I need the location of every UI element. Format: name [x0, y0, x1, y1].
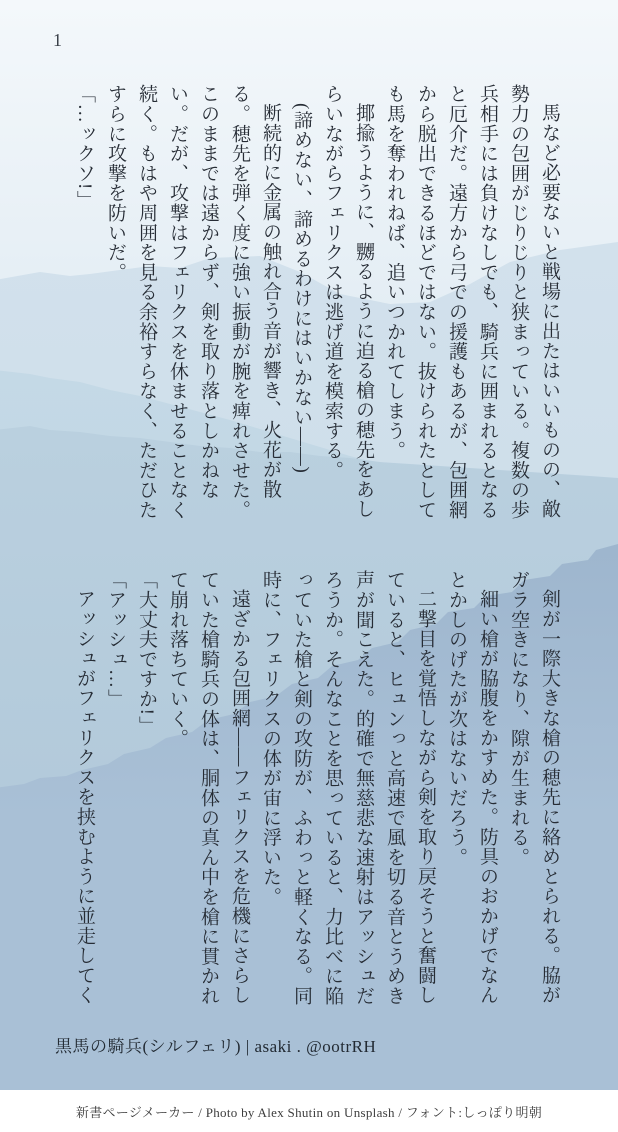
paragraph: 断続的に金属の触れ合う音が響き、火花が散る。穂先を弾く度に強い振動が腕を痺れさせた。このままでは遠からず、剣を取り落としかねない。だが、攻撃はフェリクスを休ませることなく続く。もはや周囲を見る余裕すらなく、ただひたすらに攻撃を防いだ。 [105, 84, 281, 520]
paragraph: 二撃目を覚悟しながら剣を取り戻そうと奮闘していると、ヒュンっと高速で風を切る音とうめき声が聞こえた。的確で無慈悲な速射はアッシュだろうか。そんなことを思っていると、力比べに陥っていた槍と剣の攻防が、ふわっと軽くなる。同時に、フェリクスの体が宙に浮いた。 [260, 570, 436, 1006]
text-block-upper [69, 84, 565, 520]
text-block-lower [69, 570, 565, 1006]
paragraph: アッシュがフェリクスを挟むように並走してく [74, 589, 95, 1005]
paragraph: 「大丈夫ですか!」 [136, 570, 157, 736]
paragraph: 馬など必要ないと戦場に出たはいいものの、敵勢力の包囲がじりじりと狭まっている。複数の歩兵相手には負けなしでも、騎兵に囲まれるとなると厄介だ。遠方から弓での援護もあるが、包囲網から脱出できるほどではない。抜けられたとしても馬を奪われねば、追いつかれてしまう。 [384, 84, 560, 520]
paragraph: 揶揄うように、嬲るように迫る槍の穂先をあしらいながらフェリクスは逃げ道を模索する。 [322, 84, 374, 519]
paragraph: 剣が一際大きな槍の穂先に絡めとられる。脇がガラ空きになり、隙が生まれる。 [508, 570, 560, 1005]
paragraph: 遠ざかる包囲網——フェリクスを危機にさらしていた槍騎兵の体は、胴体の真ん中を槍に貫かれて崩れ落ちていく。 [167, 570, 250, 1006]
paragraph: (諦めない、諦めるわけにはいかない——) [291, 103, 312, 474]
footer-credit: 新書ページメーカー / Photo by Alex Shutin on Unsplash / フォント:しっぽり明朝 [0, 1090, 618, 1132]
caption: 黒馬の騎兵(シルフェリ) | asaki . @ootrRH [55, 1037, 377, 1056]
paragraph: 「…ックソ!」 [74, 84, 95, 210]
paragraph: 細い槍が脇腹をかすめた。防具のおかげでなんとかしのげたが次はないだろう。 [446, 570, 498, 1005]
paragraph: 「アッシュ…」 [105, 570, 126, 709]
page-number: 1 [53, 30, 62, 50]
